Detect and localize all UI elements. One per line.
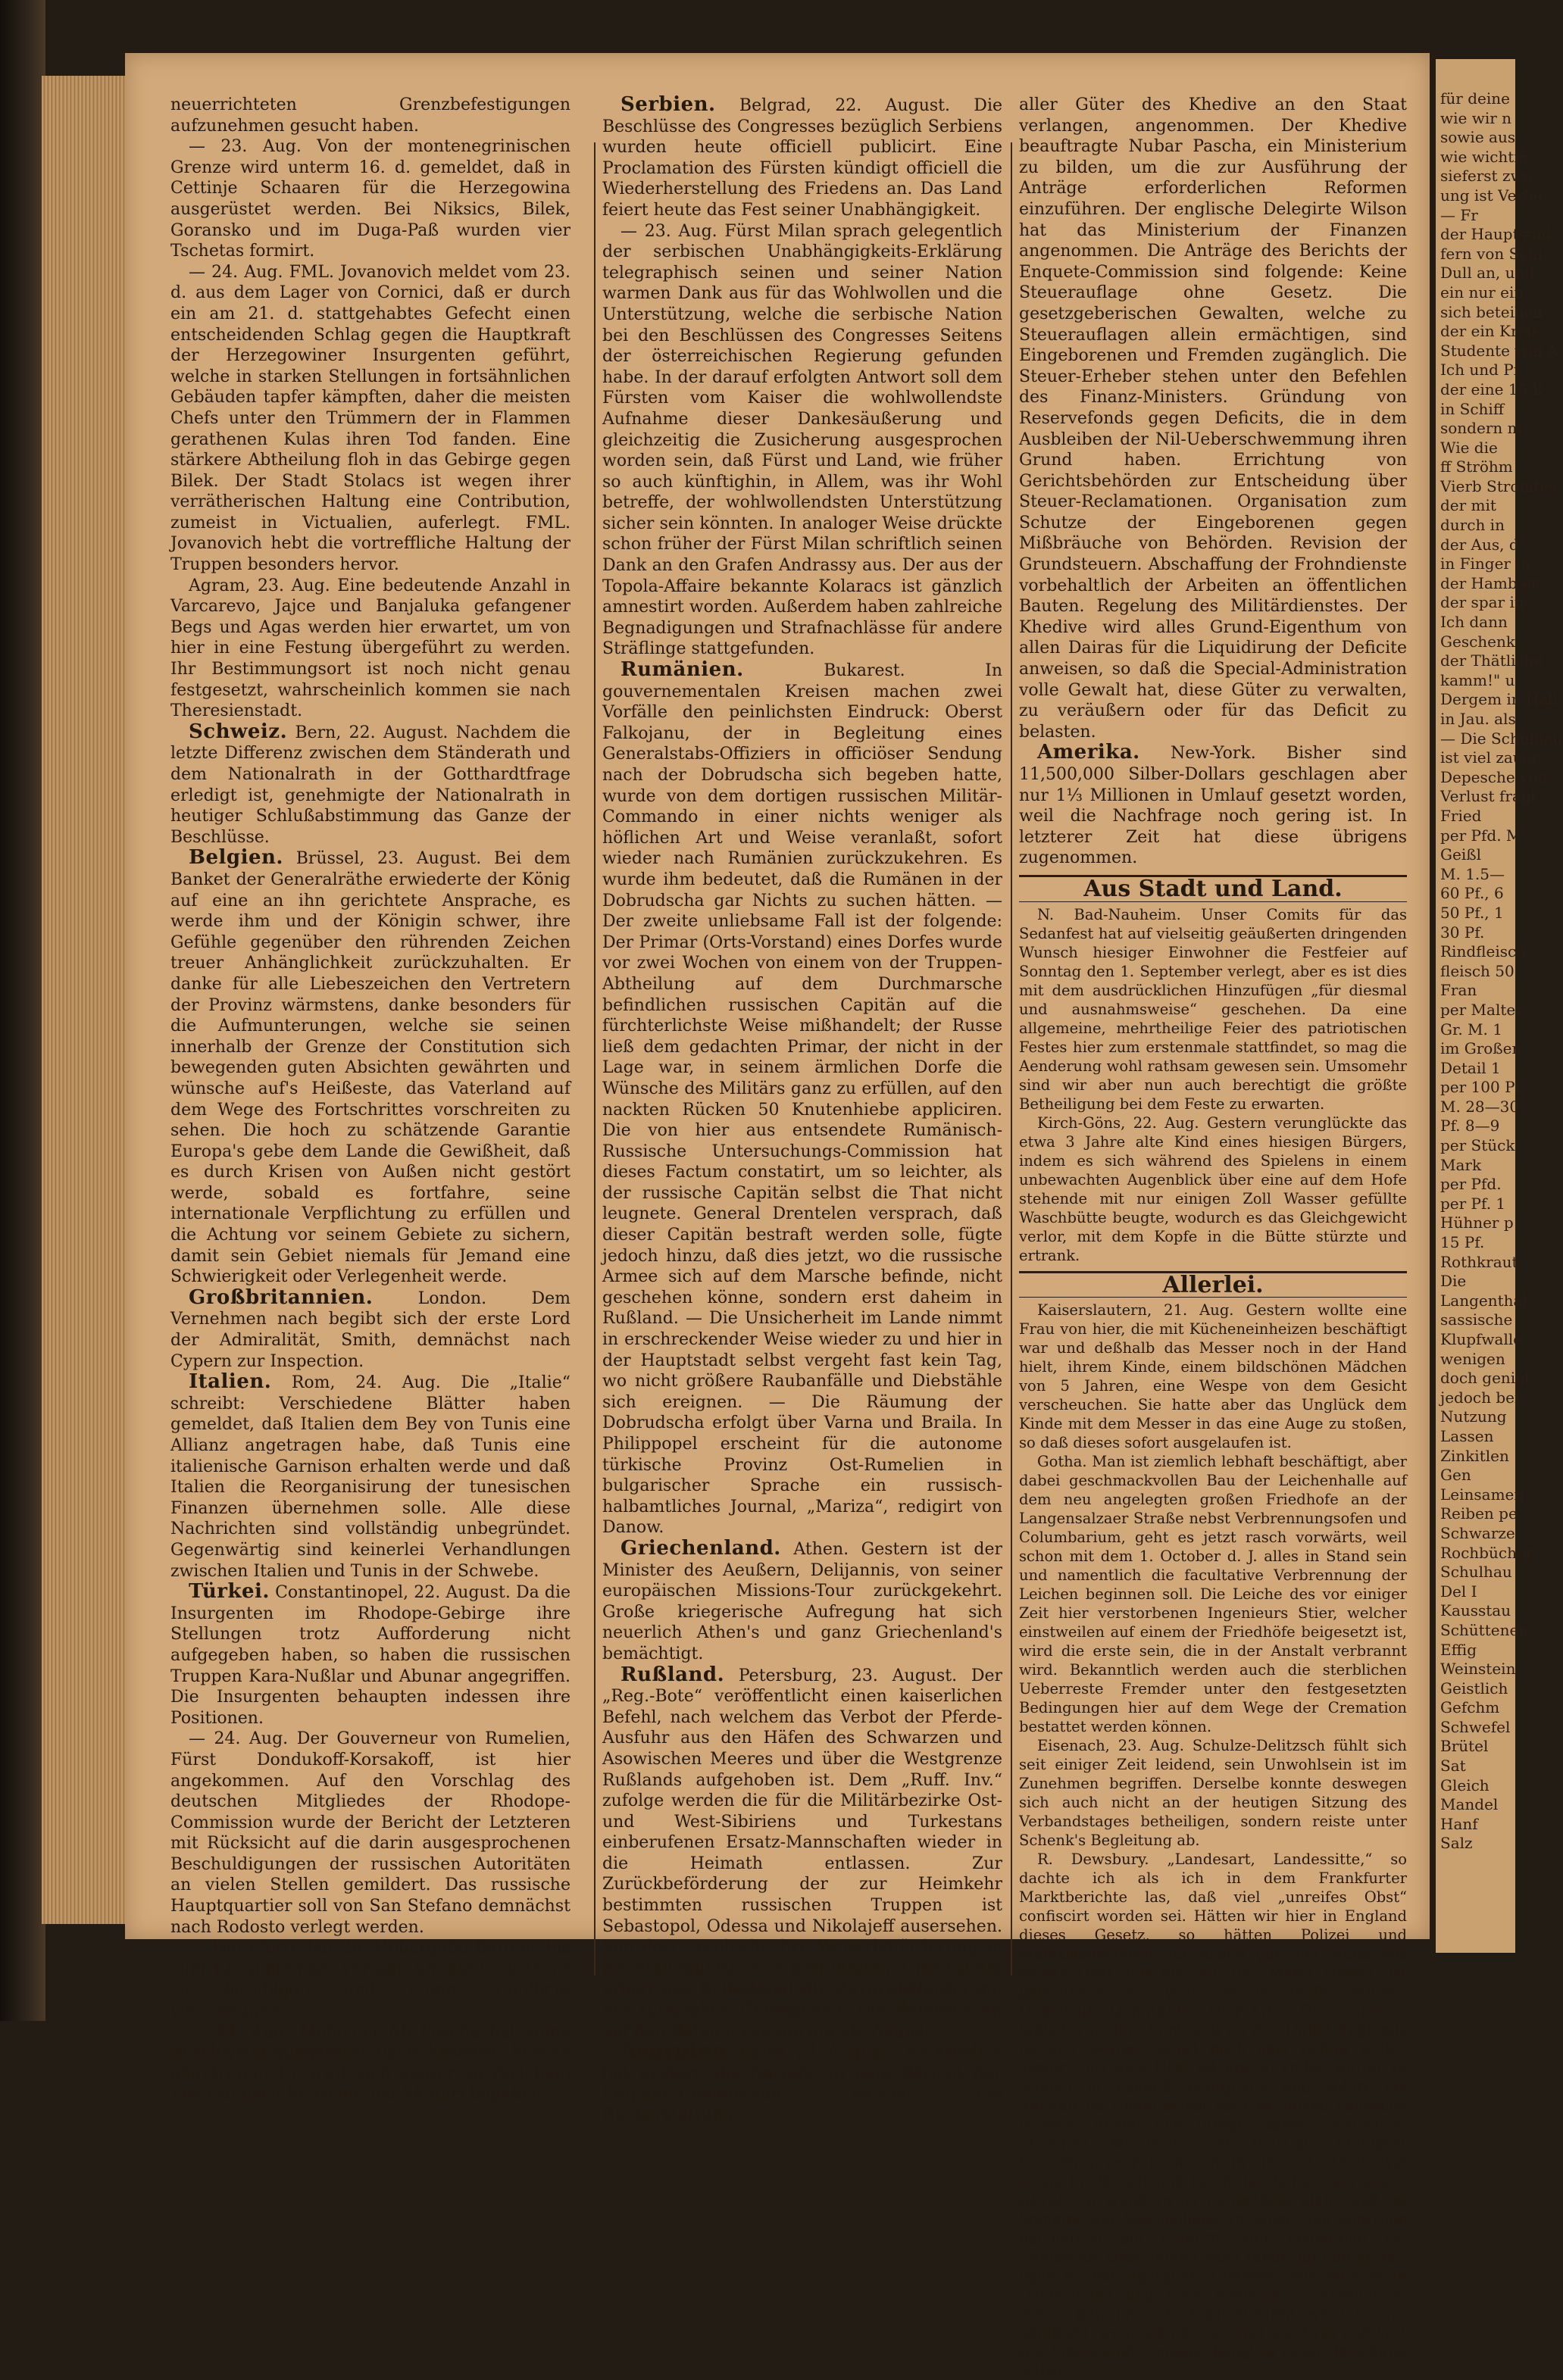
- newspaper-page: [125, 53, 1430, 2380]
- facing-page-line: der Hauptstad: [1440, 225, 1552, 244]
- facing-page-line: Leinsamen: [1440, 1485, 1524, 1504]
- facing-page-line: per Pf. 1: [1440, 1194, 1506, 1213]
- facing-page-line: für deine: [1440, 89, 1510, 108]
- italien-article: [170, 1372, 570, 1582]
- facing-page-line: Rochbücher: [1440, 1543, 1533, 1562]
- russland-article: [602, 1665, 1002, 2042]
- facing-page-line: fleisch 50: [1440, 961, 1515, 980]
- facing-page-line: Gen: [1440, 1466, 1471, 1485]
- facing-page-line: jedoch bei: [1440, 1388, 1520, 1407]
- facing-page-line: Wie die: [1440, 438, 1498, 457]
- facing-page-line: per Pfd. M: [1440, 826, 1522, 845]
- facing-page-line: kamm!" u: [1440, 670, 1515, 689]
- facing-page-line: Schwarze: [1440, 1523, 1515, 1542]
- facing-page-lines: [1440, 89, 1563, 1854]
- facing-page-line: Mandel: [1440, 1795, 1499, 1814]
- facing-page-line: Rothkraut: [1440, 1252, 1518, 1271]
- rumaenien-heading: Rumänien.: [621, 658, 744, 682]
- facing-page-line: der Thätliche: [1440, 651, 1543, 670]
- facing-page-line: im Großen: [1440, 1039, 1522, 1058]
- facing-page-line: Ich dann: [1440, 613, 1508, 632]
- facing-page-line: Del I: [1440, 1582, 1477, 1601]
- facing-page-line: Gr. M. 1: [1440, 1020, 1502, 1039]
- italien-text: Rom, 24. Aug. Die „Italie“ schreibt: Verschiedene Blätter haben gemeldet, daß Italien dem Bey von Tunis eine Allianz angetragen habe, daß Tunis eine italienische Garnison erhalten werde und daß Italien die Reorganisirung der tunesischen Finanzen übernehmen solle. Alle diese Nachrichten sind vollständig unbegründet. Gegenwärtig sind keinerlei Verhandlungen zwischen Italien und Tunis in der Schwebe.: [170, 1373, 570, 1581]
- facing-page-line: sieferst zwe: [1440, 167, 1533, 186]
- belgien-article: [170, 848, 570, 1287]
- schweiz-article: [170, 722, 570, 848]
- tuerkei-text: Constantinopel, 22. August. Da die Insurgenten im Rhodope-Gebirge ihre Stellungen trotz Aufforderung nicht aufgegeben haben, so haben die russischen Truppen Kara-Nußlar und Abunar angegriffen. Die Insurgenten behaupten indessen ihre Positionen.: [170, 1583, 571, 1728]
- facing-page-line: Vierb Stromtes: [1440, 476, 1557, 495]
- facing-page-line: fern von Schi: [1440, 244, 1543, 263]
- section-title-stadt-land: Aus Stadt und Land.: [1019, 875, 1407, 902]
- column-rule-2: [1011, 142, 1012, 1976]
- facing-page-line: per Stück: [1440, 1136, 1515, 1155]
- stadt-para-1: N. Bad-Nauheim. Unser Comits für das Sedanfest hat auf vielseitig geäußerten dringenden Wunsch hiesiger Einwohner die Festfeier auf Sonntag den 1. September verlegt, aber es ist dies mit dem ausdrücklichen Hinzufügen „für diesmal und ausnahmsweise“ geschehen. Da eine allgemeine, mehrtheilige Feier des patriotischen Festes hier zum erstenmale stattfindet, so mag die Aenderung wohl rathsam gewesen sein. Umsomehr sind wir aber nun auch berechtigt die größte Betheiligung bei dem Feste zu erwarten.: [1019, 905, 1407, 1113]
- belgien-text: Brüssel, 23. August. Bei dem Banket der Generalräthe erwiederte der König auf eine an ihn gerichtete Ansprache, es werde ihm und der Königin schwer, ihre Gefühle gegenüber den rührenden Zeichen treuer Anhänglichkeit zurückzuhalten. Er danke für alle Liebeszeichen den Vertretern der Provinz wärmstens, danke besonders für die Aufmunterungen, welche sie seinen innerhalb der Grenze der Constitution sich bewegenden guten Absichten gewährten und wünsche auf's Heißeste, das Vaterland auf dem Wege des Fortschrittes vorschreiten zu sehen. Die hoch zu schätzende Garantie Europa's gebe dem Lande die Gewißheit, daß es durch Krisen von Außen nicht gestört werde, sobald es fortfahre, seine internationale Verpflichtung zu erfüllen und die Achtung vor seinem Gebiete zu sichern, damit sein Gebiet niemals für Jemand eine Schwierigkeit oder Verlegenheit werde.: [170, 849, 570, 1287]
- schweiz-text: Bern, 22. August. Nachdem die letzte Differenz zwischen dem Ständerath und dem Nationalrath in der Gotthardtfrage erledigt ist, genehmigte der Nationalrath in heutiger Schlußabstimmung das Ganze der Beschlüsse.: [170, 723, 570, 847]
- facing-page-line: sich beteilien: [1440, 302, 1543, 321]
- facing-page-line: wie wichtig: [1440, 147, 1529, 166]
- amerika-article: [1019, 742, 1407, 869]
- facing-page-line: in Finger in: [1440, 554, 1530, 573]
- facing-page-line: der eine 15 K: [1440, 379, 1544, 398]
- facing-page-line: ff Ströhm: [1440, 458, 1513, 476]
- rumaenien-article: [602, 660, 1002, 1538]
- belgien-heading: Belgien.: [189, 846, 283, 870]
- facing-page-line: Schulhau: [1440, 1563, 1512, 1582]
- aegypten-text: Kairo, 23. August. Der Khedive hat gestern die Anträge in dem Bericht der Enquete-Commission, welche die Rückerstattung: [602, 2043, 1002, 2125]
- facing-page-line: Geistlich: [1440, 1679, 1508, 1698]
- facing-page-line: Die: [1440, 1272, 1467, 1291]
- facing-page-line: durch in: [1440, 516, 1505, 535]
- russland-heading: Rußland.: [621, 1663, 725, 1686]
- facing-page-line: Kausstau: [1440, 1601, 1511, 1620]
- facing-page-line: Depesche von: [1440, 767, 1548, 786]
- allerlei-section: [1019, 1301, 1407, 2380]
- facing-page-line: Studente von A: [1440, 341, 1558, 360]
- aegypten-heading: Aegypten.: [621, 2040, 734, 2063]
- aegypten-article: [602, 2041, 1002, 2125]
- facing-page-line: Mark: [1440, 1155, 1482, 1174]
- facing-page-line: Fran: [1440, 981, 1477, 1000]
- facing-page-line: 50 Pf., 1: [1440, 903, 1504, 922]
- column-rule-1: [594, 142, 596, 1976]
- facing-page-line: M. 28—30: [1440, 1097, 1520, 1116]
- facing-page-line: M. 1.5—: [1440, 864, 1505, 883]
- russland-text: Petersburg, 23. August. Der „Reg.-Bote“ veröffentlicht einen kaiserlichen Befehl, nach welchem das Verbot der Pferde-Ausfuhr aus den Häfen des Schwarzen und Asowischen Meeres und über die Westgrenze Rußlands aufgehoben ist. Dem „Ruff. Inv.“ zufolge werden die für die Militärbezirke Ost- und West-Sibiriens und Turkestans einberufenen Ersatz-Mannschaften wieder in die Heimath entlassen. Zur Zurückbeförderung der zur Heimkehr bestimmten russischen Truppen ist Sebastopol, Odessa und Nikolajeff ausersehen. Von dort geschieht ihre Weiterbeförderung in die Standquartiere in drei Routen. Gleichzeitig erfogt aus Sebastopol die Zurückbeförderung der türkischen Gefangenen. Die Beförderung auf den Bahnen begann am 16. August.: [602, 1666, 1002, 2041]
- facing-page-line: Ich und Pf: [1440, 361, 1520, 379]
- griechen-article: [602, 1538, 1002, 1665]
- allerlei-para-3: Eisenach, 23. Aug. Schulze-Delitzsch fühlt sich seit einiger Zeit leidend, sein Unwohlsein ist im Zunehmen begriffen. Derselbe konnte deswegen sich auch nicht an der heutigen Sitzung des Verbandstages betheiligen, sondern reiste unter Schenk's Begleitung ab.: [1019, 1737, 1407, 1850]
- section-title-allerlei: Allerlei.: [1019, 1271, 1407, 1298]
- schweiz-heading: Schweiz.: [189, 720, 288, 743]
- facing-page-fragment: [1436, 59, 1563, 1953]
- book-spine: [0, 0, 45, 2021]
- col1-para-2: — 24. Aug. FML. Jovanovich meldet vom 23. d. aus dem Lager von Cornici, daß er durch ein am 21. d. stattgehabtes Gefecht einen entscheidenden Schlag gegen die Hauptkraft der Herzegowiner Insurgenten geführt, welche in starken Stellungen in fortsähnlichen Gebäuden tapfer kämpften, daher die meisten Chefs unter den Trümmern der in Flammen gerathenen Kulas ihren Tod fanden. Eine stärkere Abtheilung floh in das Gebirge gegen Bilek. Der Stadt Stolacs ist wegen ihrer verrätherischen Haltung eine Contribution, zumeist in Victualien, auferlegt. FML. Jovanovich hebt die vortreffliche Haltung der Truppen besonders hervor.: [170, 262, 570, 575]
- facing-page-line: Brütel: [1440, 1737, 1489, 1756]
- facing-page-line: Gleich: [1440, 1776, 1490, 1794]
- facing-page-line: sondern m: [1440, 419, 1522, 438]
- facing-page-line: Dull an, und: [1440, 264, 1535, 283]
- facing-page-line: Pf. 8—9: [1440, 1117, 1500, 1135]
- facing-page-line: Schüttenen: [1440, 1620, 1529, 1639]
- allerlei-para-2: Gotha. Man ist ziemlich lebhaft beschäftigt, aber dabei geschmackvollen Bau der Leichenhalle auf dem neu angelegten großen Friedhofe an der Langensalzaer Straße nebst Verbrennungsofen und Columbarium, geht es jetzt rasch vorwärts, weil schon mit dem 1. October d. J. alles in Stand sein und namentlich die facultative Verbrennung der Leichen beginnen soll. Die Leiche des vor einiger Zeit hier verstorbenen Ingenieurs Stier, welcher einstweilen auf einem der Friedhöfe beigesetzt ist, wird die erste sein, die in der Anstalt verbrannt wird. Bekanntlich werden auch die sterblichen Ueberreste Fremder unter den festgesetzten Bedingungen hier auf dem Wege der Cremation bestattet werden können.: [1019, 1453, 1407, 1736]
- facing-page-line: ist viel zauer: [1440, 748, 1540, 767]
- facing-page-line: der spar in: [1440, 593, 1524, 612]
- col1-para-1: — 23. Aug. Von der montenegrinischen Grenze wird unterm 16. d. gemeldet, daß in Cettinje Schaaren für die Herzegowina ausgerüstet werden. Bei Niksics, Bilek, Goransko und im Duga-Paß wurden vier Tschetas formirt.: [170, 137, 570, 261]
- facing-page-line: — Fr: [1440, 205, 1478, 224]
- tuerkei-para-4: — 24. Aug. Mehemet Ali Pascha hat seine Beschwichtigungsreise nach Kossowo bereits angetreten. Er wird sich später zu gleichem Zwecke nach Prizrend und Skutari begeben.: [170, 2022, 570, 2104]
- italien-heading: Italien.: [189, 1370, 272, 1394]
- facing-page-line: per Pfd.: [1440, 1175, 1502, 1194]
- facing-page-line: ung ist Verbe: [1440, 186, 1543, 205]
- serbien-heading: Serbien.: [621, 93, 716, 116]
- facing-page-line: 60 Pf., 6: [1440, 884, 1504, 903]
- facing-page-line: Geschenk: [1440, 632, 1515, 651]
- facing-page-line: der ein Kreis: [1440, 322, 1540, 341]
- facing-page-line: Reiben pe: [1440, 1504, 1518, 1523]
- facing-page-line: Detail 1: [1440, 1058, 1501, 1077]
- facing-page-line: wie wir n: [1440, 108, 1512, 127]
- facing-page-line: sassische: [1440, 1310, 1513, 1329]
- page-edge: [42, 76, 129, 1924]
- tuerkei-article: [170, 1582, 570, 1729]
- facing-page-line: Klupfwalle: [1440, 1330, 1523, 1348]
- facing-page-line: Effig: [1440, 1640, 1477, 1659]
- serbien-para-2: — 23. Aug. Fürst Milan sprach gelegentlich der serbischen Unabhängigkeits-Erklärung telegraphisch seinen und seiner Nation warmen Dank aus für das Wohlwollen und die Unterstützung, welche die serbische Nation bei den Beschlüssen des Congresses Seitens der österreichischen Regierung gefunden habe. In der darauf erfolgten Antwort soll dem Fürsten vom Kaiser die wohlwollendste Aufnahme dieser Dankesäußerung und gleichzeitig die Zusicherung ausgesprochen worden sein, daß Fürst und Land, wie früher so auch künftighin, in Allem, was ihr Wohl betreffe, der wohlwollendsten Unterstützung sicher sein könnten. In analoger Weise drückte schon früher der Fürst Milan schriftlich seinen Dank an den Grafen Andrassy aus. Der aus der Topola-Affaire bekannte Kolaracs ist gänzlich amnestirt worden. Außerdem haben zahlreiche Begnadigungen und Strafnachlässe für andere Sträflinge stattgefunden.: [602, 221, 1002, 659]
- facing-page-line: Rindfleisch: [1440, 942, 1527, 961]
- griechen-text: Athen. Gestern ist der Minister des Aeußern, Delijannis, von seiner europäischen Missions-Tour zurückgekehrt. Große kriegerische Aufregung hat sich neuerlich Athen's und ganz Griechenland's bemächtigt.: [602, 1539, 1002, 1663]
- facing-page-line: Lassen: [1440, 1426, 1494, 1445]
- facing-page-line: sowie aus: [1440, 128, 1516, 147]
- facing-page-line: in Jau. als: [1440, 710, 1516, 728]
- facing-page-line: Salz: [1440, 1834, 1473, 1853]
- amerika-heading: Amerika.: [1037, 741, 1140, 764]
- facing-page-line: Zinkitlen: [1440, 1446, 1509, 1465]
- facing-page-line: Hühner p: [1440, 1213, 1514, 1232]
- facing-page-line: der Aus, d: [1440, 535, 1519, 554]
- facing-page-line: in Schiff: [1440, 399, 1505, 418]
- tuerkei-para-2: — 24. Aug. Der Gouverneur von Rumelien, Fürst Dondukoff-Korsakoff, ist hier angekommen. Auf den Vorschlag des deutschen Mitgliedes der Rhodope-Commission wurde der Bericht der Letzteren mit Rücksicht auf die darin ausgesprochenen Beschuldigungen der russischen Autoritäten an vielen Stellen gemildert. Das russische Hauptquartier soll von San Stefano demnächst nach Rodosto verlegt werden.: [170, 1729, 570, 1937]
- facing-page-line: Gefchm: [1440, 1698, 1500, 1717]
- gb-article: [170, 1285, 571, 1372]
- facing-page-line: wenigen: [1440, 1349, 1505, 1368]
- facing-page-line: doch geniel: [1440, 1369, 1530, 1388]
- tuerkei-heading: Türkei.: [189, 1580, 270, 1604]
- col1-para-3: Agram, 23. Aug. Eine bedeutende Anzahl in Varcarevo, Jajce und Banjaluka gefangener Begs und Agas werden hier erwartet, um von hier in eine Festung übergeführt zu werden. Ihr Bestimmungsort ist noch nicht genau festgesetzt, wahrscheinlich kommen sie nach Theresienstadt.: [170, 576, 570, 721]
- facing-page-line: Sat: [1440, 1757, 1466, 1776]
- facing-page-line: der mit: [1440, 496, 1496, 515]
- facing-page-line: Langenthal: [1440, 1291, 1527, 1310]
- facing-page-line: Nutzung: [1440, 1407, 1507, 1426]
- col1-para-0: neuerrichteten Grenzbefestigungen aufzunehmen gesucht haben.: [170, 95, 570, 136]
- facing-page-line: 15 Pf.: [1440, 1233, 1485, 1252]
- facing-page-line: Verlust fragt: [1440, 787, 1537, 806]
- serbien-text: Belgrad, 22. August. Die Beschlüsse des Congresses bezüglich Serbiens wurden heute officiell publicirt. Eine Proclamation des Fürsten kündigt officiell die Wiederherstellung des Friedens an. Das Land feiert heute das Fest seiner Unabhängigkeit.: [602, 96, 1002, 220]
- aegypten-continued: aller Güter des Khedive an den Staat verlangen, angenommen. Der Khedive beauftragte Nubar Pascha, ein Ministerium zu bilden, um die zur Ausführung der Anträge erforderlichen Reformen einzuführen. Der englische Delegirte Wilson hat das Ministerium der Finanzen angenommen. Die Anträge des Berichts der Enquete-Commission sind folgende: Keine Steuerauflage ohne Gesetz. Die gesetzgeberischen Gewalten, welche zu Steuerauflagen allein ermächtigen, sind Eingeborenen und Fremden zugänglich. Die Steuer-Erheber stehen unter den Befehlen des Finanz-Ministers. Gründung von Reservefonds gegen Deficits, die in dem Ausbleiben der Nil-Ueberschwemmung ihren Grund haben. Errichtung von Gerichtsbehörden zur Entscheidung über Steuer-Reclamationen. Organisation zum Schutze der Eingeborenen gegen Mißbräuche von Behörden. Revision der Grundsteuern. Abschaffung der Frohndienste vorbehaltlich der Arbeiten an öffentlichen Bauten. Regelung des Militärdienstes. Der Khedive wird alles Grund-Eigenthum von allen Dairas für die Liquidirung der Deficite anweisen, so daß die Special-Administration volle Gewalt hat, diese Güter zu verwalten, zu veräußern oder für das Deficit zu belasten.: [1019, 95, 1407, 742]
- rumaenien-text: Bukarest. In gouvernementalen Kreisen machen zwei Vorfälle den peinlichsten Eindruck: Oberst Falkojanu, der in Begleitung eines Generalstabs-Offiziers in officiöser Sendung nach der Dobrudscha sich begeben hatte, wurde von dem dortigen russischen Militär-Commando in einer nichts weniger als höflichen Art und Weise veranlaßt, sofort wieder nach Rumänien zurückzukehren. Es wurde ihm bedeutet, daß die Rumänen in der Dobrudscha gar Nichts zu suchen hätten. — Der zweite unliebsame Fall ist der folgende: Der Primar (Orts-Vorstand) eines Dorfes wurde vor zwei Wochen von einem von der Truppen-Abtheilung auf dem Durchmarsche befindlichen russischen Capitän auf die fürchterlichste Weise mißhandelt; der Russe ließ dem gedachten Primar, der nicht in der Lage war, in seinem ärmlichen Dorfe die Wünsche des Militärs ganz zu erfüllen, auf den nackten Rücken 50 Knutenhiebe appliciren. Die von hier aus entsendete Rumänisch-Russische Untersuchungs-Commission hat dieses Factum constatirt, um so leichter, als der russische Capitän selbst die That nicht leugnete. General Drentelen versprach, daß dieser Capitän bestraft werden solle, fügte jedoch hinzu, daß dies jetzt, wo die russische Armee sich auf dem Marsche befinde, nicht geschehen könne, sondern erst daheim in Rußland. — Die Unsicherheit im Lande nimmt in erschreckender Weise wieder zu und hier in der Hauptstadt selbst vergeht fast kein Tag, wo nicht größere Raubanfälle und Diebstähle sich ereignen. — Die Räumung der Dobrudscha erfolgt über Varna und Braila. In Philippopel erscheint für die autonome türkische Provinz Ost-Rumelien in bulgarischer Sprache ein russisch-halbamtliches Journal, „Mariza“, redigirt von Danow.: [602, 661, 1003, 1538]
- facing-page-line: Dergem in Hall: [1440, 690, 1558, 709]
- allerlei-para-1: Kaiserslautern, 21. Aug. Gestern wollte eine Frau von hier, die mit Kücheneinheizen beschäftigt war und deßhalb das Messer noch in der Hand hielt, ihrem Kinde, einem bildschönen Mädchen von 5 Jahren, eine Wespe von dem Gesicht verscheuchen. Sie hatte aber das Unglück dem Kinde mit dem Messer in das eine Auge zu stoßen, so daß dieses sofort ausgelaufen ist.: [1019, 1301, 1407, 1452]
- amerika-text: New-York. Bisher sind 11,500,000 Silber-Dollars geschlagen aber nur 1⅓ Millionen in Umlauf gesetzt worden, weil die Nachfrage noch gering ist. In letzterer Zeit hat diese übrigens zugenommen.: [1019, 744, 1407, 868]
- allerlei-para-4: R. Dewsbury. „Landesart, Landessitte,“ so dachte ich als ich in dem Frankfurter Marktberichte las, daß viel „unreifes Obst“ confiscirt worden sei. Hätten wir hier in England dieses Gesetz, so hätten Polizei und Marktinspectoren der Arbeit gar viel, denn das meiste Obst, das hier auf den Markt kommt, ist gewöhnlich sehr weit von der Reife entfernt. Ungeheure Quantitäten aller Arten Obst kommen täglich von dem Continent an den Häfen Englands an und werden sofort nach dem Inland weiter spedirt; als dies Obst ist unreif, reifes würde zu schnell in Fäulniß übergehen und sofort bei Ankunft im Hafen selbst oder im Inland confiscirt werden. Aepfel und Birnen, sowie Zwetschen, Pflaumen, Mirabellen und sonstiges Steinobst kommen grasgrün hier an, in einem Zustande wie es sie in Deutschland kaum den Schweinen geben würde; zu wundern ist es deßhalb nicht, daß im Sommer die Sterblichkeit in Folge von Diarrhöe namentlich bei Kindern sehr bedeutend ist. Englisches Obst kommt wohl reifer auf den Markt, doch in dem vollreifen Zustande, wie man es in Deutschland und noch mehr in Frankreich zu sehen gewohnt ist. Klosterbeeren werden hier gepflückt, wenn sie noch so hart wie Gras und hart wie Steine sind. England hängt in vieler Beziehung selbst: [1019, 1851, 1407, 2380]
- stadt-para-2: Kirch-Göns, 22. Aug. Gestern verunglückte das etwa 3 Jahre alte Kind eines hiesigen Bürgers, indem es sich während des Spielens in einem unbewachten Augenblick über eine auf dem Hofe stehende mit nur einigen Zoll Wasser gefüllte Waschbütte beugte, wodurch es das Gleichgewicht verlor, mit dem Kopfe in die Bütte stürzte und ertrank.: [1019, 1113, 1407, 1264]
- facing-page-line: per 100 Pf: [1440, 1078, 1521, 1097]
- column-1: [170, 95, 570, 2105]
- tuerkei-para-3: — Die Pforte hat die Uebergabe Batums bis zum 12. September vertagt, um die Einwohner zu beruhigen und einem Conflicte vorzubeugen.: [170, 1938, 570, 2021]
- griechen-heading: Griechenland.: [621, 1536, 781, 1560]
- facing-page-line: ein nur ein: [1440, 283, 1524, 301]
- facing-page-line: per Malter: [1440, 1000, 1523, 1019]
- facing-page-line: Schwefel: [1440, 1717, 1511, 1736]
- facing-page-line: — Die Schulbau: [1440, 729, 1563, 748]
- gb-heading: Großbritannien.: [189, 1285, 374, 1309]
- facing-page-line: Hanf: [1440, 1814, 1478, 1833]
- facing-page-line: der Hamb er: [1440, 573, 1539, 592]
- column-2: [602, 95, 1002, 2126]
- serbien-article: [602, 95, 1002, 221]
- facing-page-line: Geißl: [1440, 845, 1481, 864]
- facing-page-line: Weinstein: [1440, 1660, 1516, 1679]
- stadt-section: [1019, 905, 1407, 1265]
- facing-page-line: 30 Pf.: [1440, 923, 1485, 942]
- column-3: [1019, 95, 1407, 2380]
- gb-text: London. Dem Vernehmen nach begibt sich der erste Lord der Admiralität, Smith, demnächst nach Cypern zur Inspection.: [170, 1288, 571, 1371]
- facing-page-line: Fried: [1440, 806, 1482, 825]
